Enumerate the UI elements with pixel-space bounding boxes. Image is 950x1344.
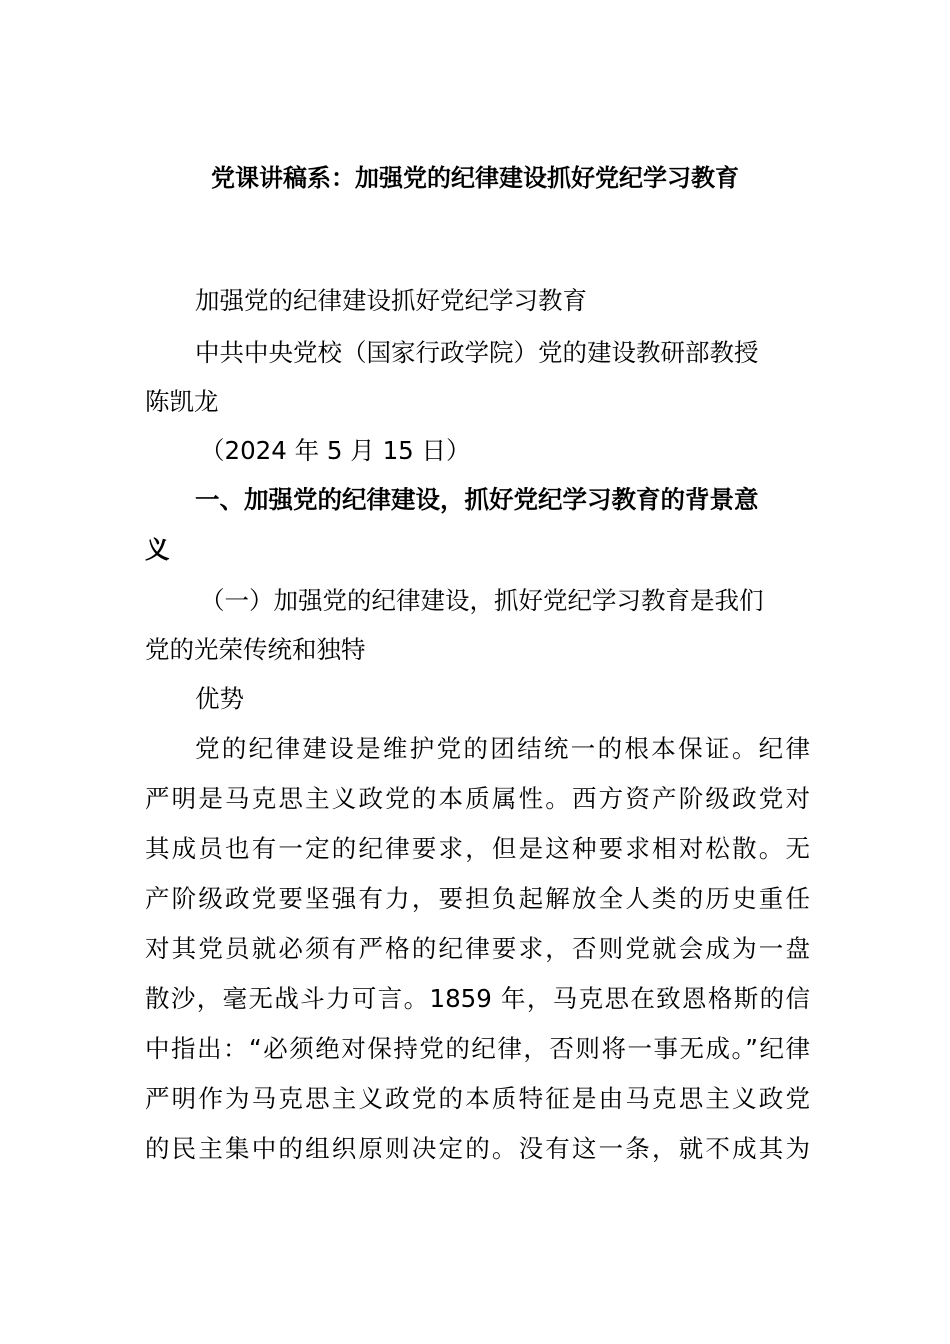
subsection-heading-1-end: 优势 (195, 684, 244, 713)
body-paragraph-line: 对其党员就必须有严格的纪律要求，否则党就会成为一盘 (145, 934, 810, 963)
body-paragraph-line: 产阶级政党要坚强有力，要担负起解放全人类的历史重任 (145, 884, 810, 913)
body-paragraph-line: 其成员也有一定的纪律要求，但是这种要求相对松散。无 (145, 834, 810, 863)
body-paragraph-line: 严明是马克思主义政党的本质属性。西方资产阶级政党对 (145, 784, 810, 813)
body-paragraph-line: 党的纪律建设是维护党的团结统一的根本保证。纪律 (195, 734, 810, 763)
author-affiliation: 中共中央党校（国家行政学院）党的建设教研部教授 (195, 338, 759, 367)
page-title: 党课讲稿系：加强党的纪律建设抓好党纪学习教育 (211, 164, 739, 192)
date-line: （2024 年 5 月 15 日） (200, 436, 471, 465)
subtitle: 加强党的纪律建设抓好党纪学习教育 (195, 286, 587, 315)
body-paragraph-line: 中指出：“必须绝对保持党的纪律，否则将一事无成。”纪律 (145, 1034, 810, 1063)
body-paragraph-line: 严明作为马克思主义政党的本质特征是由马克思主义政党 (145, 1084, 810, 1113)
section-heading-1-continued: 义 (145, 535, 170, 564)
body-paragraph-line: 的民主集中的组织原则决定的。没有这一条，就不成其为 (145, 1134, 810, 1163)
subsection-heading-1-continued: 党的光荣传统和独特 (145, 635, 366, 664)
body-paragraph-line: 散沙，毫无战斗力可言。1859 年，马克思在致恩格斯的信 (145, 984, 810, 1013)
section-heading-1: 一、加强党的纪律建设，抓好党纪学习教育的背景意 (195, 485, 759, 514)
author-name: 陈凯龙 (145, 387, 219, 416)
subsection-heading-1: （一）加强党的纪律建设，抓好党纪学习教育是我们 (200, 586, 764, 615)
